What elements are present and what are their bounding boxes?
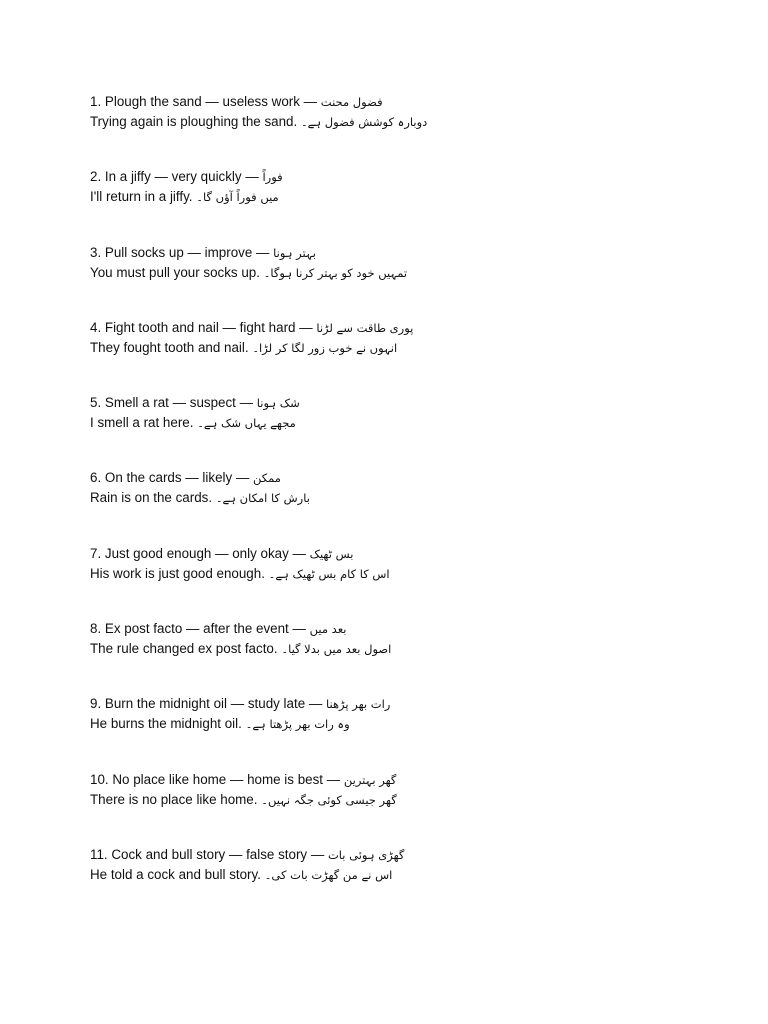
idiom-entry-10 xyxy=(90,770,730,845)
idiom-example: He told a cock and bull story. xyxy=(90,866,261,882)
idiom-example: You must pull your socks up. xyxy=(90,264,260,280)
idiom-urdu-meaning: شک ہونا xyxy=(256,396,300,411)
idiom-example-line xyxy=(90,112,730,132)
idiom-urdu-example: میں فوراً آؤں گا۔ xyxy=(196,190,279,205)
idiom-heading: 5. Smell a rat — suspect — شک ہونا xyxy=(90,395,300,411)
idiom-urdu-meaning: رات بھر پڑھنا xyxy=(326,697,391,712)
idiom-urdu-example: دوبارہ کوشش فضول ہے۔ xyxy=(300,115,428,129)
idiom-entry-2 xyxy=(90,167,730,242)
idiom-entry-3 xyxy=(90,243,730,318)
idiom-phrase: Cock and bull story xyxy=(111,846,226,862)
idiom-meaning: very quickly xyxy=(171,169,242,185)
idiom-list xyxy=(90,92,730,920)
idiom-phrase: On the cards xyxy=(104,470,182,486)
idiom-heading: 8. Ex post facto — after the event — بعد میں xyxy=(90,621,347,637)
idiom-entry-7 xyxy=(90,544,730,619)
idiom-urdu-example: اس کا کام بس ٹھیک ہے۔ xyxy=(268,566,390,581)
idiom-heading: 10. No place like home — home is best — گھر بہترین xyxy=(90,771,397,787)
idiom-entry-9 xyxy=(90,694,730,769)
idiom-number: 7. xyxy=(90,545,102,561)
idiom-urdu-meaning: گھر بہترین xyxy=(343,772,397,787)
idiom-urdu-meaning: پوری طاقت سے لڑنا xyxy=(316,320,414,335)
idiom-number: 2. xyxy=(90,169,102,185)
idiom-example-line xyxy=(90,564,730,584)
idiom-phrase: Just good enough xyxy=(104,545,212,561)
idiom-example: There is no place like home. xyxy=(90,791,258,807)
idiom-example-line xyxy=(90,639,730,659)
idiom-number: 8. xyxy=(90,621,102,637)
idiom-entry-4 xyxy=(90,318,730,393)
idiom-urdu-example: بارش کا امکان ہے۔ xyxy=(215,491,310,506)
idiom-phrase: No place like home xyxy=(112,771,227,787)
idiom-number: 3. xyxy=(90,244,102,260)
idiom-example: His work is just good enough. xyxy=(90,565,265,581)
idiom-meaning: study late xyxy=(247,696,306,712)
idiom-urdu-example: تمہیں خود کو بہتر کرنا ہوگا۔ xyxy=(263,265,408,280)
idiom-urdu-meaning: بس ٹھیک xyxy=(309,546,354,561)
idiom-example: He burns the midnight oil. xyxy=(90,716,242,732)
idiom-urdu-example: گھر جیسی کوئی جگہ نہیں۔ xyxy=(261,792,397,807)
idiom-phrase: Ex post facto xyxy=(104,621,183,637)
idiom-entry-6 xyxy=(90,468,730,543)
idiom-heading: 11. Cock and bull story — false story — گھڑی ہوئی بات xyxy=(90,846,405,862)
idiom-heading: 7. Just good enough — only okay — بس ٹھیک xyxy=(90,545,354,561)
idiom-example: Trying again is ploughing the sand. xyxy=(90,114,298,129)
idiom-example-line xyxy=(90,263,730,283)
idiom-example: The rule changed ex post facto. xyxy=(90,641,278,657)
idiom-phrase: Smell a rat xyxy=(104,395,169,411)
idiom-meaning: home is best xyxy=(247,771,324,787)
idiom-entry-8 xyxy=(90,619,730,694)
idiom-phrase: Pull socks up xyxy=(104,244,184,260)
idiom-phrase: Fight tooth and nail xyxy=(104,319,219,335)
idiom-example-line xyxy=(90,187,730,207)
idiom-urdu-example: اس نے من گھڑت بات کی۔ xyxy=(264,867,393,882)
idiom-urdu-meaning: ممکن xyxy=(253,471,281,486)
idiom-urdu-meaning: بہتر ہونا xyxy=(273,245,316,260)
idiom-phrase: In a jiffy xyxy=(104,169,151,185)
idiom-meaning: after the event xyxy=(203,621,289,637)
idiom-heading: 3. Pull socks up — improve — بہتر ہونا xyxy=(90,244,316,260)
idiom-example-line xyxy=(90,865,730,885)
idiom-urdu-meaning: گھڑی ہوئی بات xyxy=(327,847,405,862)
idiom-urdu-example: اصول بعد میں بدلا گیا۔ xyxy=(281,642,392,657)
idiom-urdu-meaning: فوراً xyxy=(262,170,283,185)
idiom-number: 4. xyxy=(90,319,102,335)
idiom-entry-11 xyxy=(90,845,730,920)
idiom-number: 6. xyxy=(90,470,102,486)
idiom-heading: 1. Plough the sand — useless work — فضول محنت xyxy=(90,94,383,109)
idiom-urdu-meaning: فضول محنت xyxy=(320,95,383,109)
idiom-urdu-example: وہ رات بھر پڑھتا ہے۔ xyxy=(245,717,350,732)
idiom-urdu-meaning: بعد میں xyxy=(309,622,347,637)
idiom-meaning: only okay xyxy=(232,545,289,561)
idiom-heading: 2. In a jiffy — very quickly — فوراً xyxy=(90,169,283,185)
idiom-example: I smell a rat here. xyxy=(90,415,194,431)
idiom-number: 1. xyxy=(90,94,102,109)
idiom-example-line xyxy=(90,338,730,358)
idiom-heading: 4. Fight tooth and nail — fight hard — پوری طاقت سے لڑنا xyxy=(90,319,414,335)
idiom-heading: 9. Burn the midnight oil — study late — رات بھر پڑھنا xyxy=(90,696,391,712)
idiom-meaning: likely xyxy=(202,470,233,486)
idiom-meaning: improve xyxy=(204,244,253,260)
idiom-number: 5. xyxy=(90,395,102,411)
idiom-example: I'll return in a jiffy. xyxy=(90,189,193,205)
idiom-example-line xyxy=(90,488,730,508)
idiom-example: Rain is on the cards. xyxy=(90,490,213,506)
idiom-meaning: useless work xyxy=(222,94,300,109)
idiom-number: 10. xyxy=(90,771,109,787)
idiom-entry-1 xyxy=(90,92,730,167)
idiom-number: 11. xyxy=(90,846,108,862)
idiom-example: They fought tooth and nail. xyxy=(90,339,249,355)
idiom-phrase: Plough the sand xyxy=(104,94,202,109)
idiom-entry-5 xyxy=(90,393,730,468)
idiom-phrase: Burn the midnight oil xyxy=(104,696,227,712)
idiom-meaning: suspect xyxy=(189,395,236,411)
idiom-urdu-example: مجھے یہاں شک ہے۔ xyxy=(197,416,296,431)
idiom-example-line xyxy=(90,790,730,810)
idiom-example-line xyxy=(90,413,730,433)
idiom-meaning: false story xyxy=(246,846,308,862)
idiom-meaning: fight hard xyxy=(239,319,296,335)
idiom-example-line xyxy=(90,714,730,734)
idiom-urdu-example: انہوں نے خوب زور لگا کر لڑا۔ xyxy=(252,340,398,355)
idiom-number: 9. xyxy=(90,696,102,712)
idiom-heading: 6. On the cards — likely — ممکن xyxy=(90,470,281,486)
